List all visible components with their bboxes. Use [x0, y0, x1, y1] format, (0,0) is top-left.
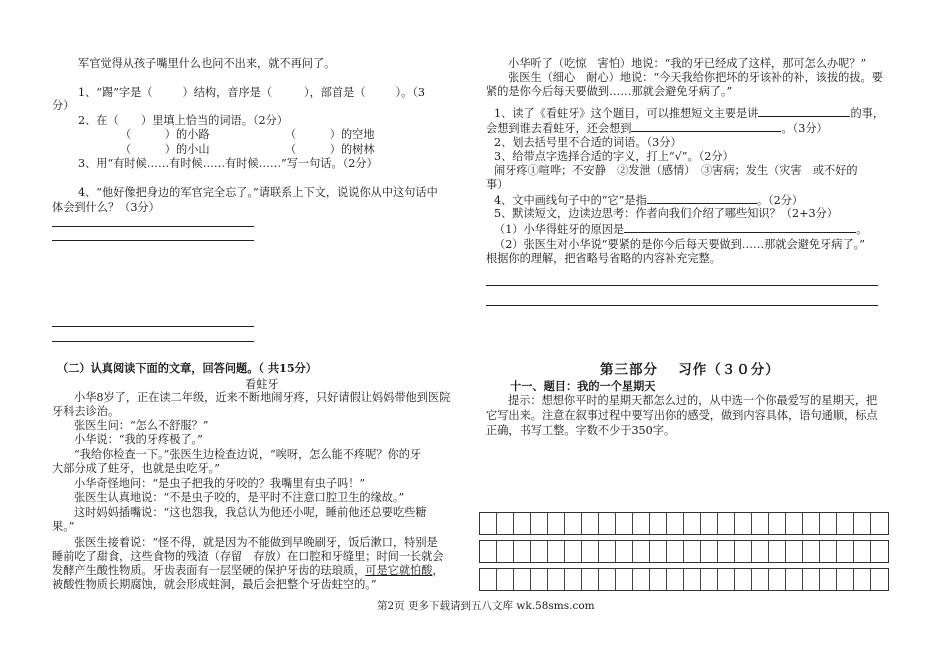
writing-grid-cell[interactable]: [701, 541, 718, 562]
q1-continued: 分）: [52, 99, 75, 112]
writing-grid-cell[interactable]: [616, 513, 633, 534]
story-paragraph: 张医生接着说：“怪不得，就是因为不能做到早晚刷牙，饭后漱口，特别是: [74, 536, 438, 549]
writing-grid-cell[interactable]: [531, 513, 548, 534]
story-paragraph: 睡前吃了甜食，这些食物的残渣（存留 存放）在口腔和牙缝里；时间一长就会: [52, 550, 444, 563]
writing-grid-cell[interactable]: [752, 513, 769, 534]
writing-grid-cell[interactable]: [854, 569, 871, 590]
answer-blank[interactable]: [758, 106, 850, 117]
writing-grid-cell[interactable]: [701, 513, 718, 534]
story-paragraph: 小华8岁了，正在读二年级，近来不断地闹牙疼，只好请假让妈妈带他到医院: [74, 391, 451, 404]
q1-part: ）结构，音序是（: [182, 86, 273, 99]
story-paragraph: 小华奇怪地问：“是虫子把我的牙咬的？我嘴里有虫子吗！”: [74, 477, 366, 490]
writing-grid-cell[interactable]: [633, 541, 650, 562]
writing-grid-cell[interactable]: [820, 569, 837, 590]
writing-grid-cell[interactable]: [565, 569, 582, 590]
writing-grid-cell[interactable]: [582, 513, 599, 534]
writing-grid-cell[interactable]: [803, 541, 820, 562]
writing-grid-cell[interactable]: [616, 569, 633, 590]
writing-grid-cell[interactable]: [565, 541, 582, 562]
writing-grid-cell[interactable]: [667, 541, 684, 562]
story-paragraph: 小华说：“我的牙疼极了。”: [74, 433, 203, 446]
writing-grid-cell[interactable]: [633, 513, 650, 534]
writing-grid-cell[interactable]: [548, 541, 565, 562]
sub-question-5-2: （2）张医生对小华说“要紧的是你今后每天要做到……那就会避免牙病了。”: [494, 238, 865, 251]
story-paragraph: 紧的是你今后每天要做到……那就会避免牙病了。”: [486, 85, 733, 98]
writing-grid-cell[interactable]: [497, 569, 514, 590]
writing-grid-cell[interactable]: [514, 513, 531, 534]
writing-grid-cell[interactable]: [599, 569, 616, 590]
writing-grid-cell[interactable]: [650, 513, 667, 534]
section-2-heading: （二）认真阅读下面的文章，回答问题。（ 共15分）: [57, 361, 317, 375]
story-paragraph: 果。”: [52, 520, 75, 533]
answer-blank[interactable]: [624, 222, 856, 233]
story-title: 看蛀牙: [245, 378, 279, 391]
sub-question-2: 2、划去括号里不合适的词语。（3分）: [494, 136, 682, 149]
writing-grid-cell[interactable]: [786, 569, 803, 590]
writing-grid-cell[interactable]: [769, 541, 786, 562]
writing-grid-cell[interactable]: [803, 569, 820, 590]
sq4-text: 4、文中画线句子中的“它”是指: [494, 194, 647, 207]
writing-grid-cell[interactable]: [837, 541, 854, 562]
writing-grid-cell[interactable]: [718, 541, 735, 562]
writing-grid-cell[interactable]: [735, 513, 752, 534]
writing-grid-row[interactable]: [479, 512, 889, 535]
writing-grid-cell[interactable]: [837, 513, 854, 534]
composition-title: 十一、题目：我的一个星期天: [510, 379, 656, 393]
sub-question-3-cont: 事）: [486, 178, 509, 191]
question-3: 3、用“有时候……有时候……有时候……”写一句话。（2分）: [78, 157, 378, 170]
writing-grid-cell[interactable]: [701, 569, 718, 590]
story-paragraph: 大部分成了蛀牙，也就是虫吃牙。”: [52, 462, 220, 475]
writing-grid-cell[interactable]: [684, 569, 701, 590]
q2-blank-c: （ ）的小山: [120, 143, 210, 156]
writing-grid-cell[interactable]: [769, 569, 786, 590]
sub-question-5: 5、默读短文，边读边思考：作者向我们介绍了哪些知识？（2+3分）: [494, 207, 838, 220]
underlined-sentence: 可是它就怕酸: [365, 564, 433, 577]
sq1-text: 的事，: [850, 107, 885, 120]
sub-question-3-options: 闹牙疼①喧哗；不安静 ②发泄（感情） ③害病；发生（灾害 或不好的: [494, 164, 858, 177]
writing-grid-cell[interactable]: [854, 513, 871, 534]
sq1-text: 会想到谁去看蛀牙，还会想到: [486, 122, 632, 135]
writing-grid-cell[interactable]: [667, 569, 684, 590]
writing-grid-cell[interactable]: [633, 569, 650, 590]
answer-line[interactable]: [52, 326, 254, 327]
page-footer: 第2页 更多下载请到五八文库 wk.58sms.com: [377, 600, 595, 612]
story-text: 发酵产生酸性物质。牙齿表面有一层坚硬的保护牙齿的珐琅质，: [52, 564, 366, 577]
q1-part: 1、“踢”字是（: [78, 86, 153, 99]
sub-question-4: [494, 193, 803, 207]
question-1: [78, 86, 425, 99]
sq1-text: 1、读了《看蛀牙》这个题目，可以推想短文主要是讲: [494, 107, 759, 120]
writing-grid-cell[interactable]: [769, 513, 786, 534]
writing-grid-cell[interactable]: [667, 513, 684, 534]
writing-grid-cell[interactable]: [650, 569, 667, 590]
writing-grid-cell[interactable]: [820, 513, 837, 534]
writing-grid-cell[interactable]: [786, 541, 803, 562]
question-2: 2、在（ ）里填上恰当的词语。（2分）: [78, 114, 289, 127]
story-paragraph: 牙科去诊治。: [52, 405, 120, 418]
answer-blank[interactable]: [647, 193, 757, 204]
q2-blank-b: （ ）的空地: [285, 128, 375, 141]
writing-grid-cell[interactable]: [871, 513, 888, 534]
writing-grid-cell[interactable]: [650, 541, 667, 562]
answer-line[interactable]: [52, 341, 254, 342]
writing-grid-cell[interactable]: [718, 513, 735, 534]
writing-grid-cell[interactable]: [837, 569, 854, 590]
writing-grid-cell[interactable]: [480, 541, 497, 562]
text-line: 军官觉得从孩子嘴里什么也问不出来，就不再问了。: [78, 57, 336, 70]
composition-tip: 正确，书写工整。字数不少于350字。: [486, 424, 676, 437]
answer-line[interactable]: [486, 305, 878, 306]
writing-grid-cell[interactable]: [871, 569, 888, 590]
writing-grid-cell[interactable]: [480, 569, 497, 590]
writing-grid-cell[interactable]: [497, 513, 514, 534]
writing-grid-cell[interactable]: [684, 541, 701, 562]
writing-grid-cell[interactable]: [548, 513, 565, 534]
sq4-text: 。（2分）: [756, 194, 804, 207]
writing-grid-cell[interactable]: [480, 513, 497, 534]
q2-blank-d: （ ）的树林: [285, 143, 375, 156]
story-paragraph: 张医生（细心 耐心）地说：“今天我给你把坏的牙该补的补，该拔的拔。要: [508, 71, 883, 84]
sq5-text: 。: [856, 223, 868, 236]
sub-question-5-1: [494, 222, 867, 236]
answer-line[interactable]: [52, 240, 254, 241]
q2-blank-a: （ ）的小路: [120, 128, 210, 141]
writing-grid-row[interactable]: [479, 540, 889, 563]
writing-grid-cell[interactable]: [803, 513, 820, 534]
sq5-text: （1）小华得蛀牙的原因是: [494, 223, 625, 236]
story-paragraph: 被酸性物质长期腐蚀，就会形成蛀洞，最后会把整个牙齿蛀空的。”: [52, 578, 377, 591]
writing-grid-cell[interactable]: [786, 513, 803, 534]
writing-grid-cell[interactable]: [735, 541, 752, 562]
answer-blank[interactable]: [631, 121, 781, 132]
story-text: ，: [432, 564, 444, 577]
writing-grid-cell[interactable]: [582, 569, 599, 590]
writing-grid-cell[interactable]: [854, 541, 871, 562]
writing-grid-cell[interactable]: [752, 541, 769, 562]
story-paragraph: 张医生认真地说：“不是虫子咬的，是平时不注意口腔卫生的缘故。”: [74, 491, 405, 504]
writing-grid-cell[interactable]: [718, 569, 735, 590]
writing-grid-cell[interactable]: [735, 569, 752, 590]
writing-grid-cell[interactable]: [531, 541, 548, 562]
story-paragraph: “我给你检查一下。”张医生边检查边说，“唉呀，怎么能不疼呢？你的牙: [74, 448, 422, 461]
writing-grid-cell[interactable]: [820, 541, 837, 562]
writing-grid-cell[interactable]: [752, 569, 769, 590]
q1-part: ），部首是（: [304, 86, 366, 99]
story-paragraph: 这时妈妈插嘴说：“这也怨我，我总认为他还小呢，睡前他还总要吃些糖: [74, 506, 427, 519]
writing-grid-cell[interactable]: [582, 541, 599, 562]
answer-line[interactable]: [52, 226, 254, 227]
writing-grid-cell[interactable]: [514, 569, 531, 590]
writing-grid-cell[interactable]: [599, 541, 616, 562]
q4-continued: 体会到什么？（3分）: [52, 201, 160, 214]
writing-grid-cell[interactable]: [616, 541, 633, 562]
sq1-text: 。（3分）: [781, 122, 828, 135]
story-paragraph: 张医生问：“怎么不舒服？”: [74, 419, 209, 432]
story-paragraph: 小华听了（吃惊 害怕）地说：“我的牙已经成了这样，那可怎么办呢？”: [508, 57, 867, 70]
q1-part: ）。（3: [395, 86, 426, 99]
sub-question-1: [494, 106, 884, 120]
writing-grid-cell[interactable]: [871, 541, 888, 562]
answer-line[interactable]: [486, 285, 878, 286]
story-paragraph: [52, 564, 444, 577]
sub-question-5-2-cont: 根据你的理解，把省略号省略的内容补充完整。: [486, 252, 721, 265]
question-4: 4、“他好像把身边的军官完全忘了。”请联系上下文，说说你从中这句话中: [78, 186, 438, 199]
writing-grid-cell[interactable]: [599, 513, 616, 534]
writing-grid-row[interactable]: [479, 568, 889, 591]
writing-grid-cell[interactable]: [548, 569, 565, 590]
writing-grid-cell[interactable]: [565, 513, 582, 534]
composition-tip: 提示：想想你平时的星期天都怎么过的，从中选一个你最爱写的星期天，把: [508, 394, 878, 407]
writing-grid-cell[interactable]: [497, 541, 514, 562]
part-3-heading: 第三部分 习作（３０分）: [600, 362, 780, 378]
sub-question-3: 3、给带点字选择合适的字义，打上“√”。（2分）: [494, 150, 734, 163]
sub-question-1-cont: [486, 121, 828, 135]
writing-grid-cell[interactable]: [531, 569, 548, 590]
writing-grid-cell[interactable]: [514, 541, 531, 562]
composition-tip: 它写出来。注意在叙事过程中要写出你的感受，做到内容具体，语句通顺，标点: [486, 409, 878, 422]
writing-grid-cell[interactable]: [684, 513, 701, 534]
